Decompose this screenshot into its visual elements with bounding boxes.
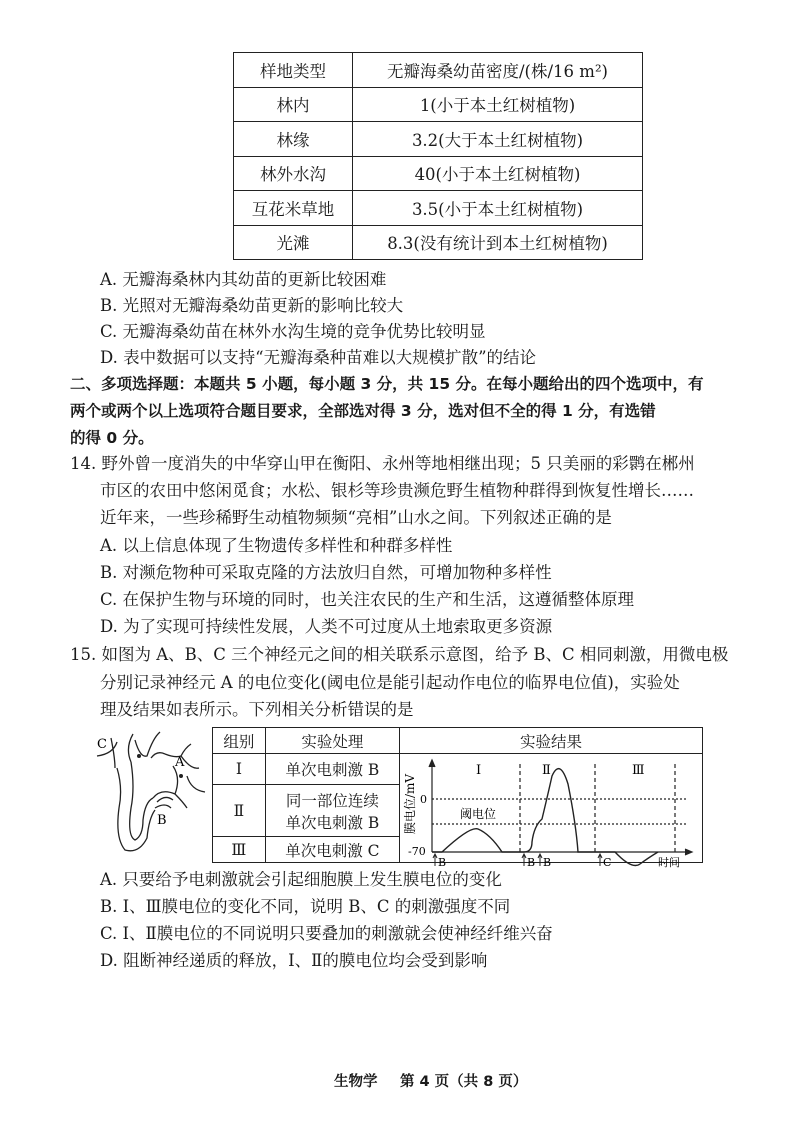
option-b: B. 对濒危物种可采取克隆的方法放归自然，可增加物种多样性: [100, 563, 552, 582]
treatment-line: 单次电刺激 B: [285, 813, 380, 832]
table-cell: 3.5(小于本土红树植物): [353, 191, 643, 226]
phase-label: Ⅰ: [476, 763, 482, 778]
phase-label: Ⅲ: [632, 763, 645, 778]
option-b: B. Ⅰ、Ⅲ膜电位的变化不同，说明 B、C 的刺激强度不同: [100, 897, 511, 916]
stim-label: B: [527, 856, 536, 869]
option-d: D. 为了实现可持续性发展，人类不可过度从土地索取更多资源: [100, 617, 553, 636]
section-heading: 二、多项选择题：本题共 5 小题，每小题 3 分，共 15 分。在每小题给出的四个选项中，有: [70, 375, 704, 393]
group-cell: Ⅲ: [213, 837, 266, 863]
footer-page: 第 4 页（共 8 页）: [400, 1074, 528, 1090]
label-b: B: [157, 813, 167, 828]
question-stem: 近年来，一些珍稀野生动植物频频“亮相”山水之间。下列叙述正确的是: [100, 508, 612, 527]
treatment-cell: [265, 785, 399, 837]
table-cell: 光滩: [234, 225, 353, 260]
label-c: C: [97, 737, 107, 752]
option-a: A. 以上信息体现了生物遗传多样性和种群多样性: [100, 536, 453, 555]
treatment-cell: 单次电刺激 B: [265, 754, 399, 785]
table-cell: 8.3(没有统计到本土红树植物): [353, 225, 643, 260]
x-axis-label: 时间: [658, 856, 680, 869]
result-graph-cell: [400, 754, 703, 869]
option-c: C. 在保护生物与环境的同时，也关注农民的生产和生活，这遵循整体原理: [100, 590, 635, 609]
group-cell: Ⅰ: [213, 754, 266, 785]
table-header: 无瓣海桑幼苗密度/(株/16 m²): [353, 53, 643, 88]
y-axis-label: 膜电位/mV: [403, 773, 417, 834]
option-c: C. Ⅰ、Ⅱ膜电位的不同说明只要叠加的刺激就会使神经纤维兴奋: [100, 924, 553, 943]
section-heading: 两个或两个以上选项符合题目要求，全部选对得 3 分，选对但不全的得 1 分，有选错: [70, 402, 656, 420]
option-a: A. 无瓣海桑林内其幼苗的更新比较困难: [100, 270, 387, 289]
table-cell: 林缘: [234, 122, 353, 157]
table-cell: 40(小于本土红树植物): [353, 156, 643, 191]
footer-subject: 生物学: [334, 1074, 378, 1090]
table-cell: 林内: [234, 87, 353, 122]
tick-minus70: -70: [408, 845, 426, 858]
table-cell: 3.2(大于本土红树植物): [353, 122, 643, 157]
table-cell: 1(小于本土红树植物): [353, 87, 643, 122]
stim-label: B: [438, 856, 447, 869]
treatment-line: 同一部位连续: [285, 791, 379, 810]
question-stem: 15. 如图为 A、B、C 三个神经元之间的相关联系示意图，给予 B、C 相同刺激，用微电极: [70, 645, 729, 664]
label-a: A: [175, 755, 185, 770]
tick-0: 0: [420, 793, 427, 806]
group-cell: Ⅱ: [213, 785, 266, 837]
phase-label: Ⅱ: [542, 763, 551, 778]
membrane-potential-graph: [400, 754, 702, 869]
option-b: B. 光照对无瓣海桑幼苗更新的影响比较大: [100, 296, 404, 315]
question-stem: 市区的农田中悠闲觅食；水松、银杉等珍贵濒危野生植物种群得到恢复性增长……: [100, 481, 694, 500]
table-header: 样地类型: [234, 53, 353, 88]
stim-label: C: [603, 856, 612, 869]
option-d: D. 表中数据可以支持“无瓣海桑种苗难以大规模扩散”的结论: [100, 348, 537, 367]
treatment-cell: 单次电刺激 C: [265, 837, 399, 863]
section-heading: 的得 0 分。: [70, 429, 154, 447]
table-header: 实验结果: [400, 728, 703, 754]
table-cell: 林外水沟: [234, 156, 353, 191]
table-header: 组别: [213, 728, 266, 754]
option-d: D. 阻断神经递质的释放，Ⅰ、Ⅱ的膜电位均会受到影响: [100, 951, 488, 970]
question-stem: 分别记录神经元 A 的电位变化(阈电位是能引起动作电位的临界电位值)，实验处: [100, 673, 680, 692]
experiment-table: [212, 727, 703, 869]
question-stem: 14. 野外曾一度消失的中华穿山甲在衡阳、永州等地相继出现；5 只美丽的彩鹮在郴州: [70, 454, 695, 473]
table-header: 实验处理: [265, 728, 399, 754]
seedling-density-table: [233, 52, 643, 260]
neuron-diagram: [95, 728, 210, 863]
option-a: A. 只要给予电刺激就会引起细胞膜上发生膜电位的变化: [100, 870, 502, 889]
threshold-label: 阈电位: [460, 807, 497, 821]
stim-label: B: [543, 856, 552, 869]
option-c: C. 无瓣海桑幼苗在林外水沟生境的竞争优势比较明显: [100, 322, 486, 341]
table-cell: 互花米草地: [234, 191, 353, 226]
question-stem: 理及结果如表所示。下列相关分析错误的是: [100, 700, 414, 719]
